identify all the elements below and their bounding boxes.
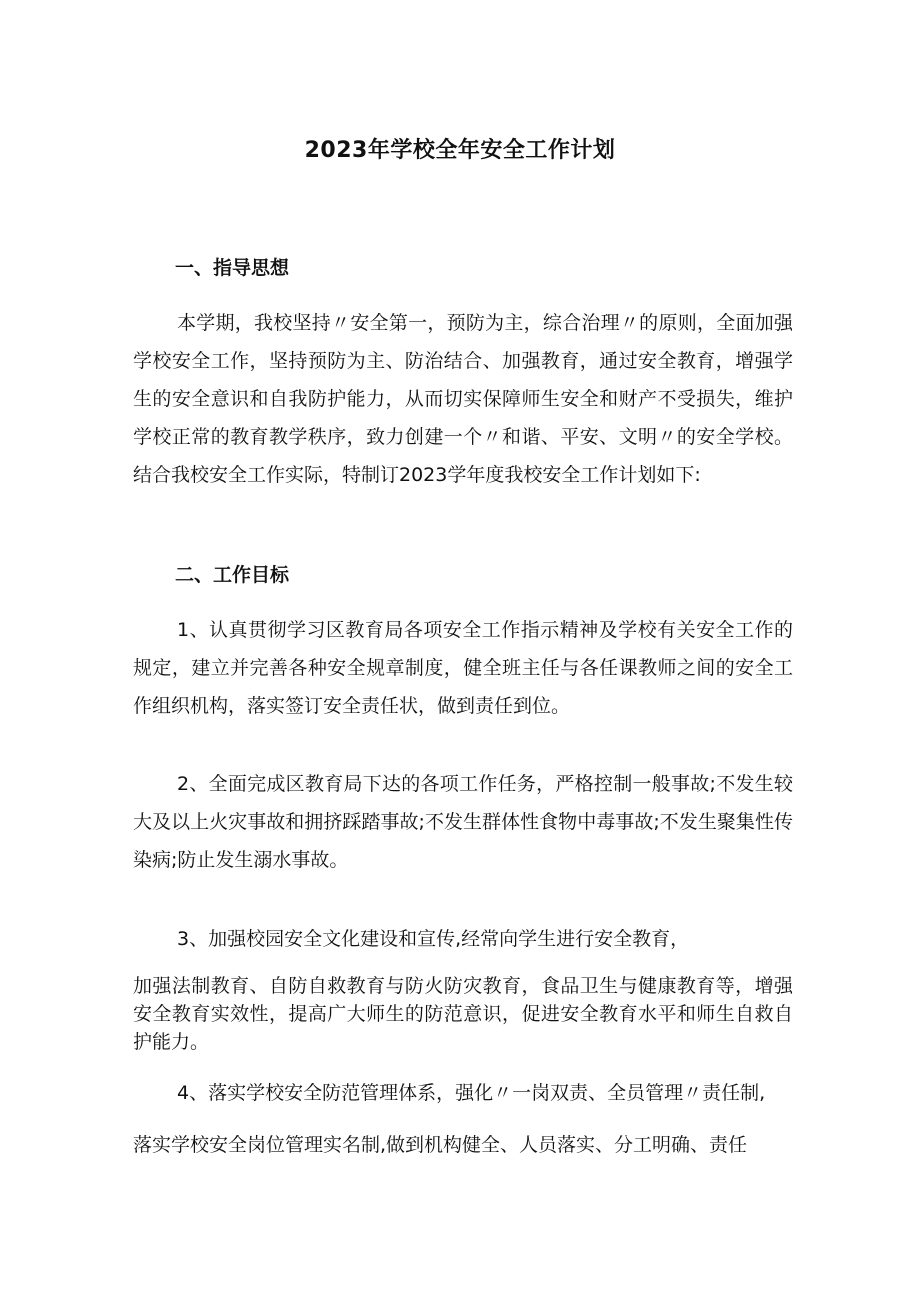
paragraph-goal-4-continuation: 落实学校安全岗位管理实名制,做到机构健全、人员落实、分工明确、责任 — [133, 1134, 748, 1156]
paragraph-goal-3-first-line: 3、加强校园安全文化建设和宣传,经常向学生进行安全教育， — [177, 928, 690, 950]
document-title: 2023年学校全年安全工作计划 — [304, 138, 616, 163]
section-heading-guiding-thought: 一、指导思想 — [175, 257, 290, 279]
paragraph-guiding-thought: 本学期，我校坚持〃安全第一，预防为主，综合治理〃的原则，全面加强学校安全工作，坚持预防为主、防治结合、加强教育，通过安全教育，增强学生的安全意识和自我防护能力，从而切实保障师生安全和财产不受损失，维护学校正常的教育教学秩序，致力创建一个〃和谐、平安、文明〃的安全学校。结合我校安全工作实际，特制订2023学年度我校安全工作计划如下: — [133, 312, 793, 486]
section-heading-work-goals: 二、工作目标 — [175, 564, 290, 586]
paragraph-goal-4-first-line: 4、落实学校安全防范管理体系，强化〃一岗双责、全员管理〃责任制, — [177, 1082, 766, 1104]
paragraph-goal-3-continuation: 加强法制教育、自防自救教育与防火防灾教育，食品卫生与健康教育等，增强安全教育实效性，提高广大师生的防范意识，促进安全教育水平和师生自救自护能力。 — [133, 975, 793, 1053]
paragraph-goal-1: 1、认真贯彻学习区教育局各项安全工作指示精神及学校有关安全工作的规定，建立并完善各种安全规章制度，健全班主任与各任课教师之间的安全工作组织机构，落实签订安全责任状，做到责任到位。 — [133, 619, 793, 717]
paragraph-goal-2: 2、全面完成区教育局下达的各项工作任务，严格控制一般事故;不发生较大及以上火灾事故和拥挤踩踏事故;不发生群体性食物中毒事故;不发生聚集性传染病;防止发生溺水事故。 — [133, 773, 793, 871]
